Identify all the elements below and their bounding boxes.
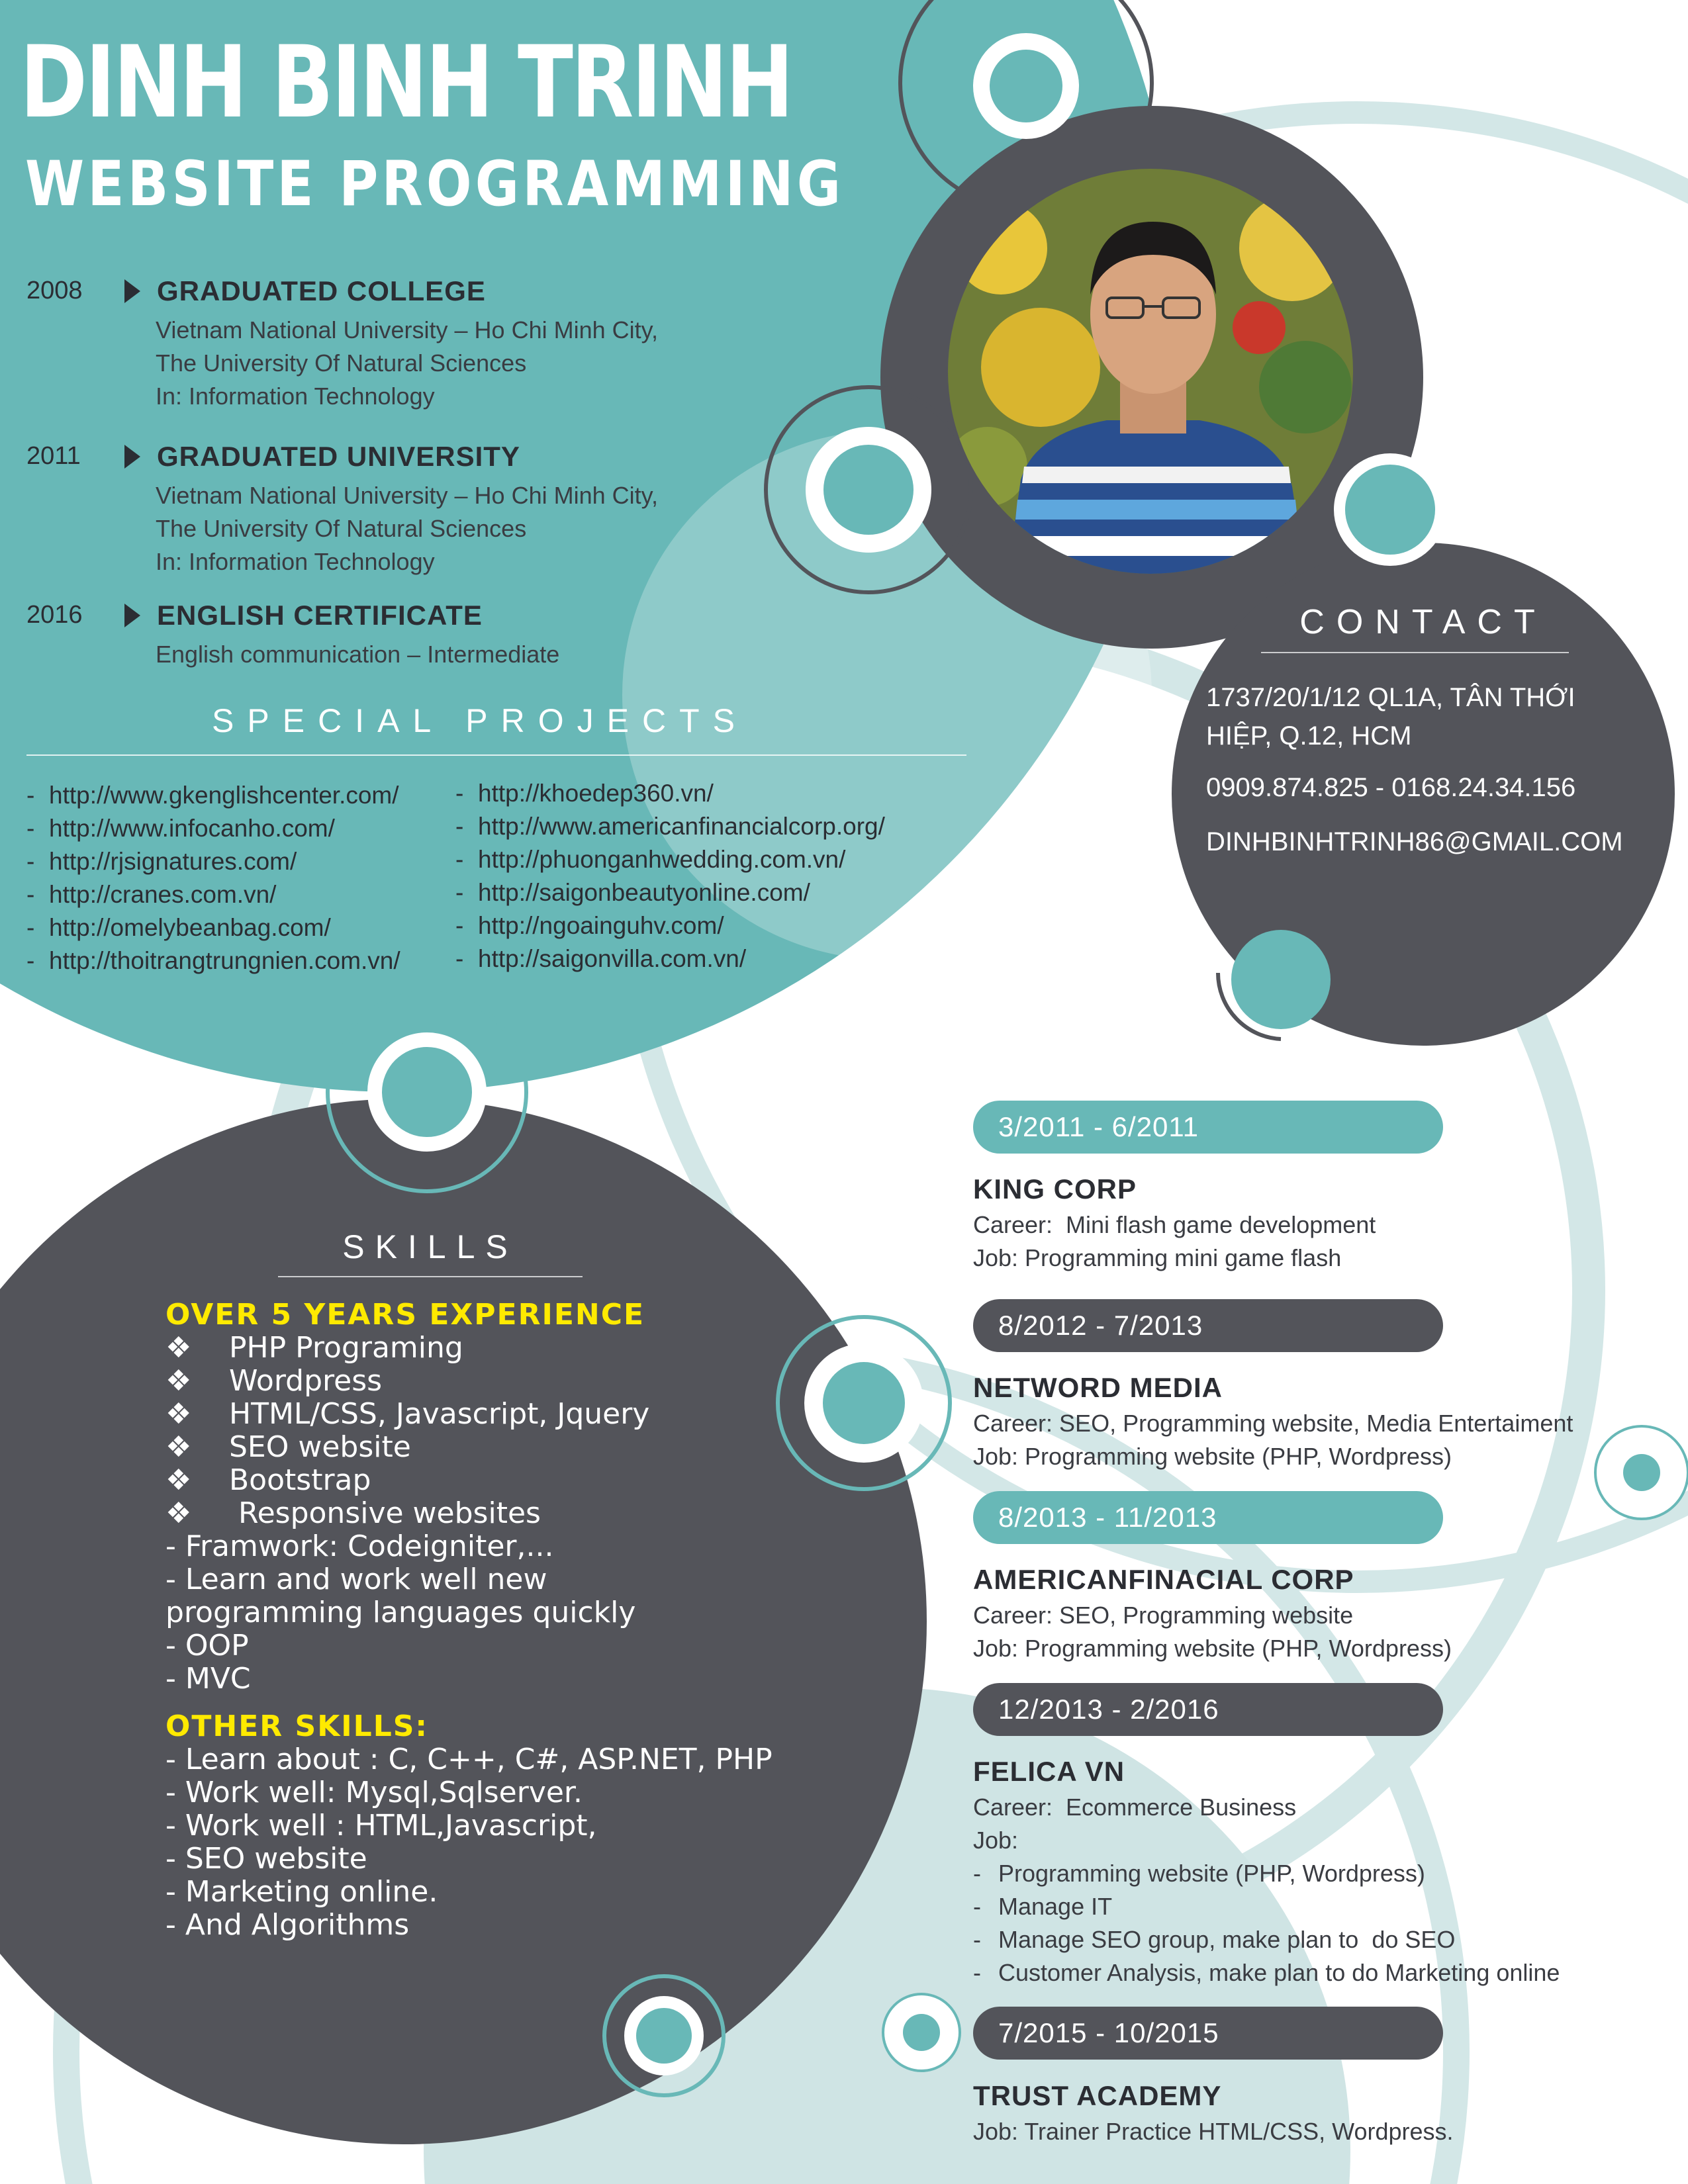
project-link[interactable]: - http://saigonvilla.com.vn/	[455, 942, 885, 976]
education-title: ENGLISH CERTIFICATE	[157, 600, 483, 631]
skills-content	[165, 1298, 794, 1942]
skill-item: Wordpress	[229, 1364, 383, 1398]
special-projects-title: SPECIAL PROJECTS	[212, 702, 748, 739]
job-task: - Manage SEO group, make plan to do SEO	[973, 1923, 1560, 1956]
diamond-bullet-icon: ❖	[165, 1496, 192, 1530]
skill-item: Bootstrap	[229, 1463, 371, 1497]
job-task: - Programming website (PHP, Wordpress)	[973, 1857, 1560, 1890]
experience-item-king-corp	[973, 1170, 1376, 1275]
skill-extra: - OOP	[165, 1629, 249, 1662]
experience-item-felica-vn	[973, 1752, 1560, 1989]
education-year: 2008	[26, 277, 83, 304]
education-line: In: Information Technology	[156, 548, 435, 575]
experience-period: 8/2013 - 11/2013	[973, 1491, 1443, 1544]
job-line: Career: SEO, Programming website, Media Entertaiment	[973, 1410, 1573, 1437]
other-skill: - Work well: Mysql,Sqlserver.	[165, 1776, 583, 1809]
education-line: Vietnam National University – Ho Chi Minh City,	[156, 482, 658, 509]
diamond-bullet-icon: ❖	[165, 1397, 192, 1431]
contact-divider	[1261, 652, 1569, 653]
project-link[interactable]: - http://omelybeanbag.com/	[26, 911, 400, 944]
contact-email[interactable]: DINHBINHTRINH86@GMAIL.COM	[1206, 827, 1623, 856]
education-year: 2011	[26, 442, 81, 470]
skill-item: HTML/CSS, Javascript, Jquery	[229, 1397, 650, 1431]
diamond-bullet-icon: ❖	[165, 1364, 192, 1398]
project-link[interactable]: - http://www.americanfinancialcorp.org/	[455, 810, 885, 843]
education-line: Vietnam National University – Ho Chi Minh City,	[156, 316, 658, 343]
skill-item: PHP Programing	[229, 1331, 463, 1365]
diamond-bullet-icon: ❖	[165, 1331, 192, 1365]
other-skill: - SEO website	[165, 1842, 367, 1876]
experience-period: 3/2011 - 6/2011	[973, 1101, 1443, 1154]
experience-item-netword-media	[973, 1369, 1573, 1473]
company-name: KING CORP	[973, 1173, 1137, 1205]
project-link[interactable]: - http://www.infocanho.com/	[26, 812, 400, 845]
skills-divider	[278, 1276, 583, 1277]
experience-heading: OVER 5 YEARS EXPERIENCE	[165, 1298, 645, 1332]
contact-phone[interactable]: 0909.874.825 - 0168.24.34.156	[1206, 773, 1576, 802]
project-link[interactable]: - http://thoitrangtrungnien.com.vn/	[26, 944, 400, 978]
triangle-right-icon	[124, 279, 140, 303]
diamond-bullet-icon: ❖	[165, 1463, 192, 1497]
experience-period: 7/2015 - 10/2015	[973, 2007, 1443, 2060]
company-name: TRUST ACADEMY	[973, 2080, 1222, 2111]
experience-item-trust-academy	[973, 2077, 1454, 2148]
skill-item: SEO website	[229, 1430, 411, 1464]
education-line: English communication – Intermediate	[156, 641, 560, 668]
job-line: Job:	[973, 1827, 1019, 1854]
education-title: GRADUATED COLLEGE	[157, 275, 486, 306]
projects-list-right	[455, 777, 885, 976]
contact-title: CONTACT	[1299, 603, 1547, 641]
candidate-name: DINH BINH TRINH	[20, 25, 792, 140]
projects-list-left	[26, 779, 400, 978]
skill-extra: - Learn and work well new programming languages quickly	[165, 1563, 636, 1629]
triangle-right-icon	[124, 604, 140, 627]
project-link[interactable]: - http://rjsignatures.com/	[26, 845, 400, 878]
job-task: - Customer Analysis, make plan to do Marketing online	[973, 1956, 1560, 1989]
project-link[interactable]: - http://khoedep360.vn/	[455, 777, 885, 810]
skill-extra: - Framwork: Codeigniter,...	[165, 1529, 554, 1563]
project-link[interactable]: - http://phuonganhwedding.com.vn/	[455, 843, 885, 876]
other-skill: - Marketing online.	[165, 1875, 438, 1909]
job-line: Career: Mini flash game development	[973, 1211, 1376, 1238]
project-link[interactable]: - http://saigonbeautyonline.com/	[455, 876, 885, 909]
job-line: Career: SEO, Programming website	[973, 1602, 1354, 1629]
company-name: NETWORD MEDIA	[973, 1372, 1223, 1403]
person-photo-icon	[948, 169, 1353, 574]
project-link[interactable]: - http://ngoainguhv.com/	[455, 909, 885, 942]
contact-address-line1: 1737/20/1/12 QL1A, TÂN THỚI	[1206, 683, 1575, 712]
experience-period: 12/2013 - 2/2016	[973, 1683, 1443, 1736]
other-skills-heading: OTHER SKILLS:	[165, 1709, 429, 1743]
project-link[interactable]: - http://www.gkenglishcenter.com/	[26, 779, 400, 812]
education-line: The University Of Natural Sciences	[156, 349, 527, 377]
diamond-bullet-icon: ❖	[165, 1430, 192, 1464]
education-line: In: Information Technology	[156, 383, 435, 410]
triangle-right-icon	[124, 445, 140, 469]
special-projects-divider	[26, 754, 966, 756]
job-line: Job: Programming mini game flash	[973, 1244, 1342, 1271]
company-name: FELICA VN	[973, 1756, 1125, 1787]
job-line: Job: Programming website (PHP, Wordpress)	[973, 1443, 1452, 1470]
education-title: GRADUATED UNIVERSITY	[157, 441, 520, 472]
job-line: Career: Ecommerce Business	[973, 1794, 1297, 1821]
other-skill: - And Algorithms	[165, 1908, 410, 1942]
contact-bottom-dot	[1231, 930, 1331, 1029]
experience-item-americanfinacial	[973, 1561, 1452, 1665]
experience-period: 8/2012 - 7/2013	[973, 1299, 1443, 1352]
job-line: Job: Trainer Practice HTML/CSS, Wordpress.	[973, 2118, 1454, 2145]
company-name: AMERICANFINACIAL CORP	[973, 1564, 1354, 1595]
other-skill: - Learn about : C, C++, C#, ASP.NET, PHP	[165, 1743, 773, 1776]
skills-title: SKILLS	[342, 1228, 518, 1265]
skill-item: Responsive websites	[229, 1496, 541, 1530]
other-skill: - Work well : HTML,Javascript,	[165, 1809, 597, 1843]
candidate-role: WEBSITE PROGRAMMING	[25, 148, 845, 220]
education-line: The University Of Natural Sciences	[156, 515, 527, 542]
education-year: 2016	[26, 601, 83, 629]
contact-address-line2: HIỆP, Q.12, HCM	[1206, 721, 1412, 751]
skill-extra: - MVC	[165, 1662, 251, 1696]
project-link[interactable]: - http://cranes.com.vn/	[26, 878, 400, 911]
job-task: - Manage IT	[973, 1890, 1560, 1923]
job-line: Job: Programming website (PHP, Wordpress)	[973, 1635, 1452, 1662]
